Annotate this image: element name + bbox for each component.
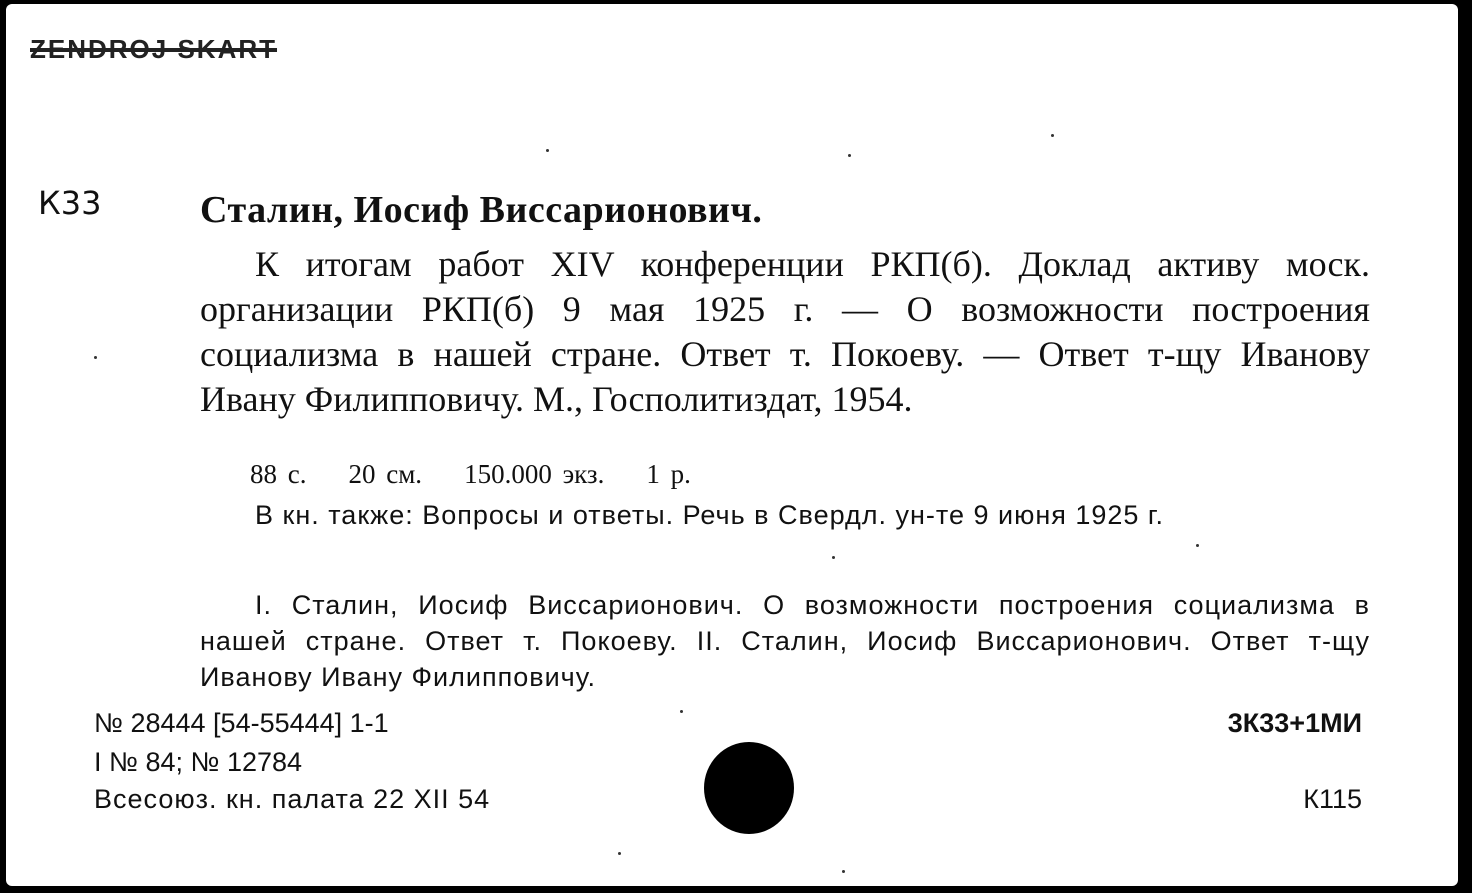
dust-speck xyxy=(1051,134,1054,137)
dust-speck xyxy=(842,870,845,873)
physical-description xyxy=(250,459,733,490)
tracings: I. Сталин, Иосиф Виссарионович. О возможности построения социализма в нашей стране. Ответ т. Покоеву. II. Сталин, Иосиф Виссарионович. Ответ т-щу Иванову Ивану Филипповичу. xyxy=(200,590,1370,692)
dust-speck xyxy=(618,852,621,855)
dust-speck xyxy=(848,154,851,157)
record-number: № 28444 [54-55444] 1-1 xyxy=(94,708,389,738)
author-heading: Сталин, Иосиф Виссарионович. xyxy=(200,189,763,231)
classification-index: 3К33+1МИ xyxy=(1227,708,1362,738)
stamp-top-mark: ZENDROJ SKART xyxy=(30,34,278,64)
contents-note: В кн. также: Вопросы и ответы. Речь в Свердл. ун-те 9 июня 1925 г. xyxy=(255,500,1164,530)
dust-speck xyxy=(680,710,683,713)
size: 20 см. xyxy=(348,459,423,489)
price: 1 р. xyxy=(646,459,691,489)
registry-numbers: I № 84; № 12784 xyxy=(94,747,303,777)
print-run: 150.000 экз. xyxy=(464,459,605,489)
punch-hole xyxy=(704,742,794,834)
catalog-card xyxy=(6,4,1458,886)
book-chamber-line: Всесоюз. кн. палата 22 XII 54 xyxy=(94,784,491,814)
page-count: 88 с. xyxy=(250,459,307,489)
dust-speck xyxy=(546,149,549,152)
dust-speck xyxy=(832,556,835,559)
author-code: К115 xyxy=(1303,784,1362,814)
title-description: К итогам работ XIV конференции РКП(б). Доклад активу моск. организации РКП(б) 9 мая 1925 г. — О возможности построения социализма в нашей стране. Ответ т. Покоеву. — Ответ т-щу Иванову Ивану Филипповичу. М., Госполитиздат, 1954. xyxy=(200,244,1370,419)
call-number: К33 xyxy=(38,184,102,222)
dust-speck xyxy=(94,356,97,359)
dust-speck xyxy=(1196,544,1199,547)
